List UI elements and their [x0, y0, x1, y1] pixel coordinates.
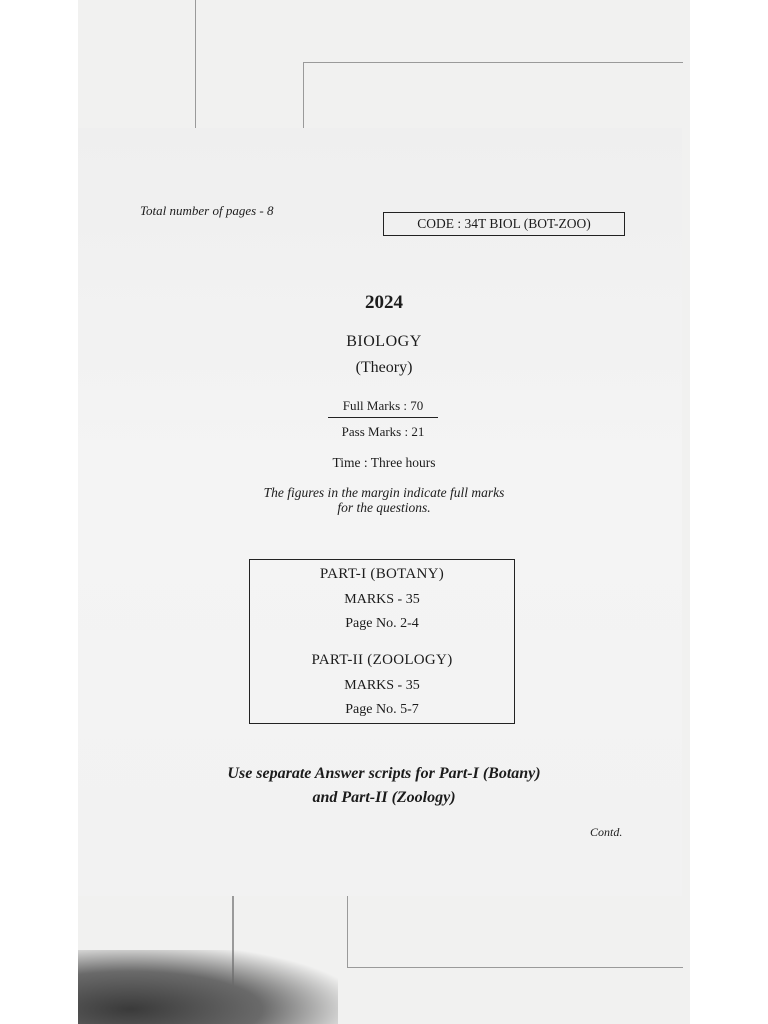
margin-marks-note	[0, 485, 768, 515]
paper-code-box: CODE : 34T BIOL (BOT-ZOO)	[383, 212, 625, 236]
part-1-pages: Page No. 2-4	[345, 616, 419, 631]
exam-year: 2024	[365, 292, 403, 313]
margin-note-line-2: for the questions.	[337, 500, 431, 515]
page-edge-line	[303, 62, 683, 63]
full-marks: Full Marks : 70	[328, 398, 438, 418]
part-1-title: PART-I (BOTANY)	[319, 566, 445, 582]
part-2-title: PART-II (ZOOLOGY)	[311, 652, 453, 668]
finger-shadow	[78, 950, 338, 1024]
instruction-line-1: Use separate Answer scripts for Part-I (Botany)	[227, 765, 541, 782]
page-edge-line	[303, 62, 304, 128]
page-edge-line	[195, 0, 196, 130]
instruction-line-2: and Part-II (Zoology)	[312, 789, 456, 806]
continued-note: Contd.	[590, 825, 623, 839]
total-pages-note: Total number of pages - 8	[140, 203, 274, 218]
page-edge-line	[347, 896, 348, 968]
page-edge-line	[347, 967, 683, 968]
margin-note-line-1: The figures in the margin indicate full marks	[263, 485, 505, 500]
pass-marks: Pass Marks : 21	[341, 424, 425, 439]
exam-duration: Time : Three hours	[332, 455, 436, 470]
part-1-marks: MARKS - 35	[344, 592, 420, 607]
answer-script-instruction	[0, 762, 768, 810]
part-2-marks: MARKS - 35	[344, 678, 420, 693]
subject-subtitle: (Theory)	[355, 359, 413, 376]
part-2-pages: Page No. 5-7	[345, 702, 419, 717]
subject-title: BIOLOGY	[346, 333, 422, 350]
parts-box	[249, 559, 515, 724]
